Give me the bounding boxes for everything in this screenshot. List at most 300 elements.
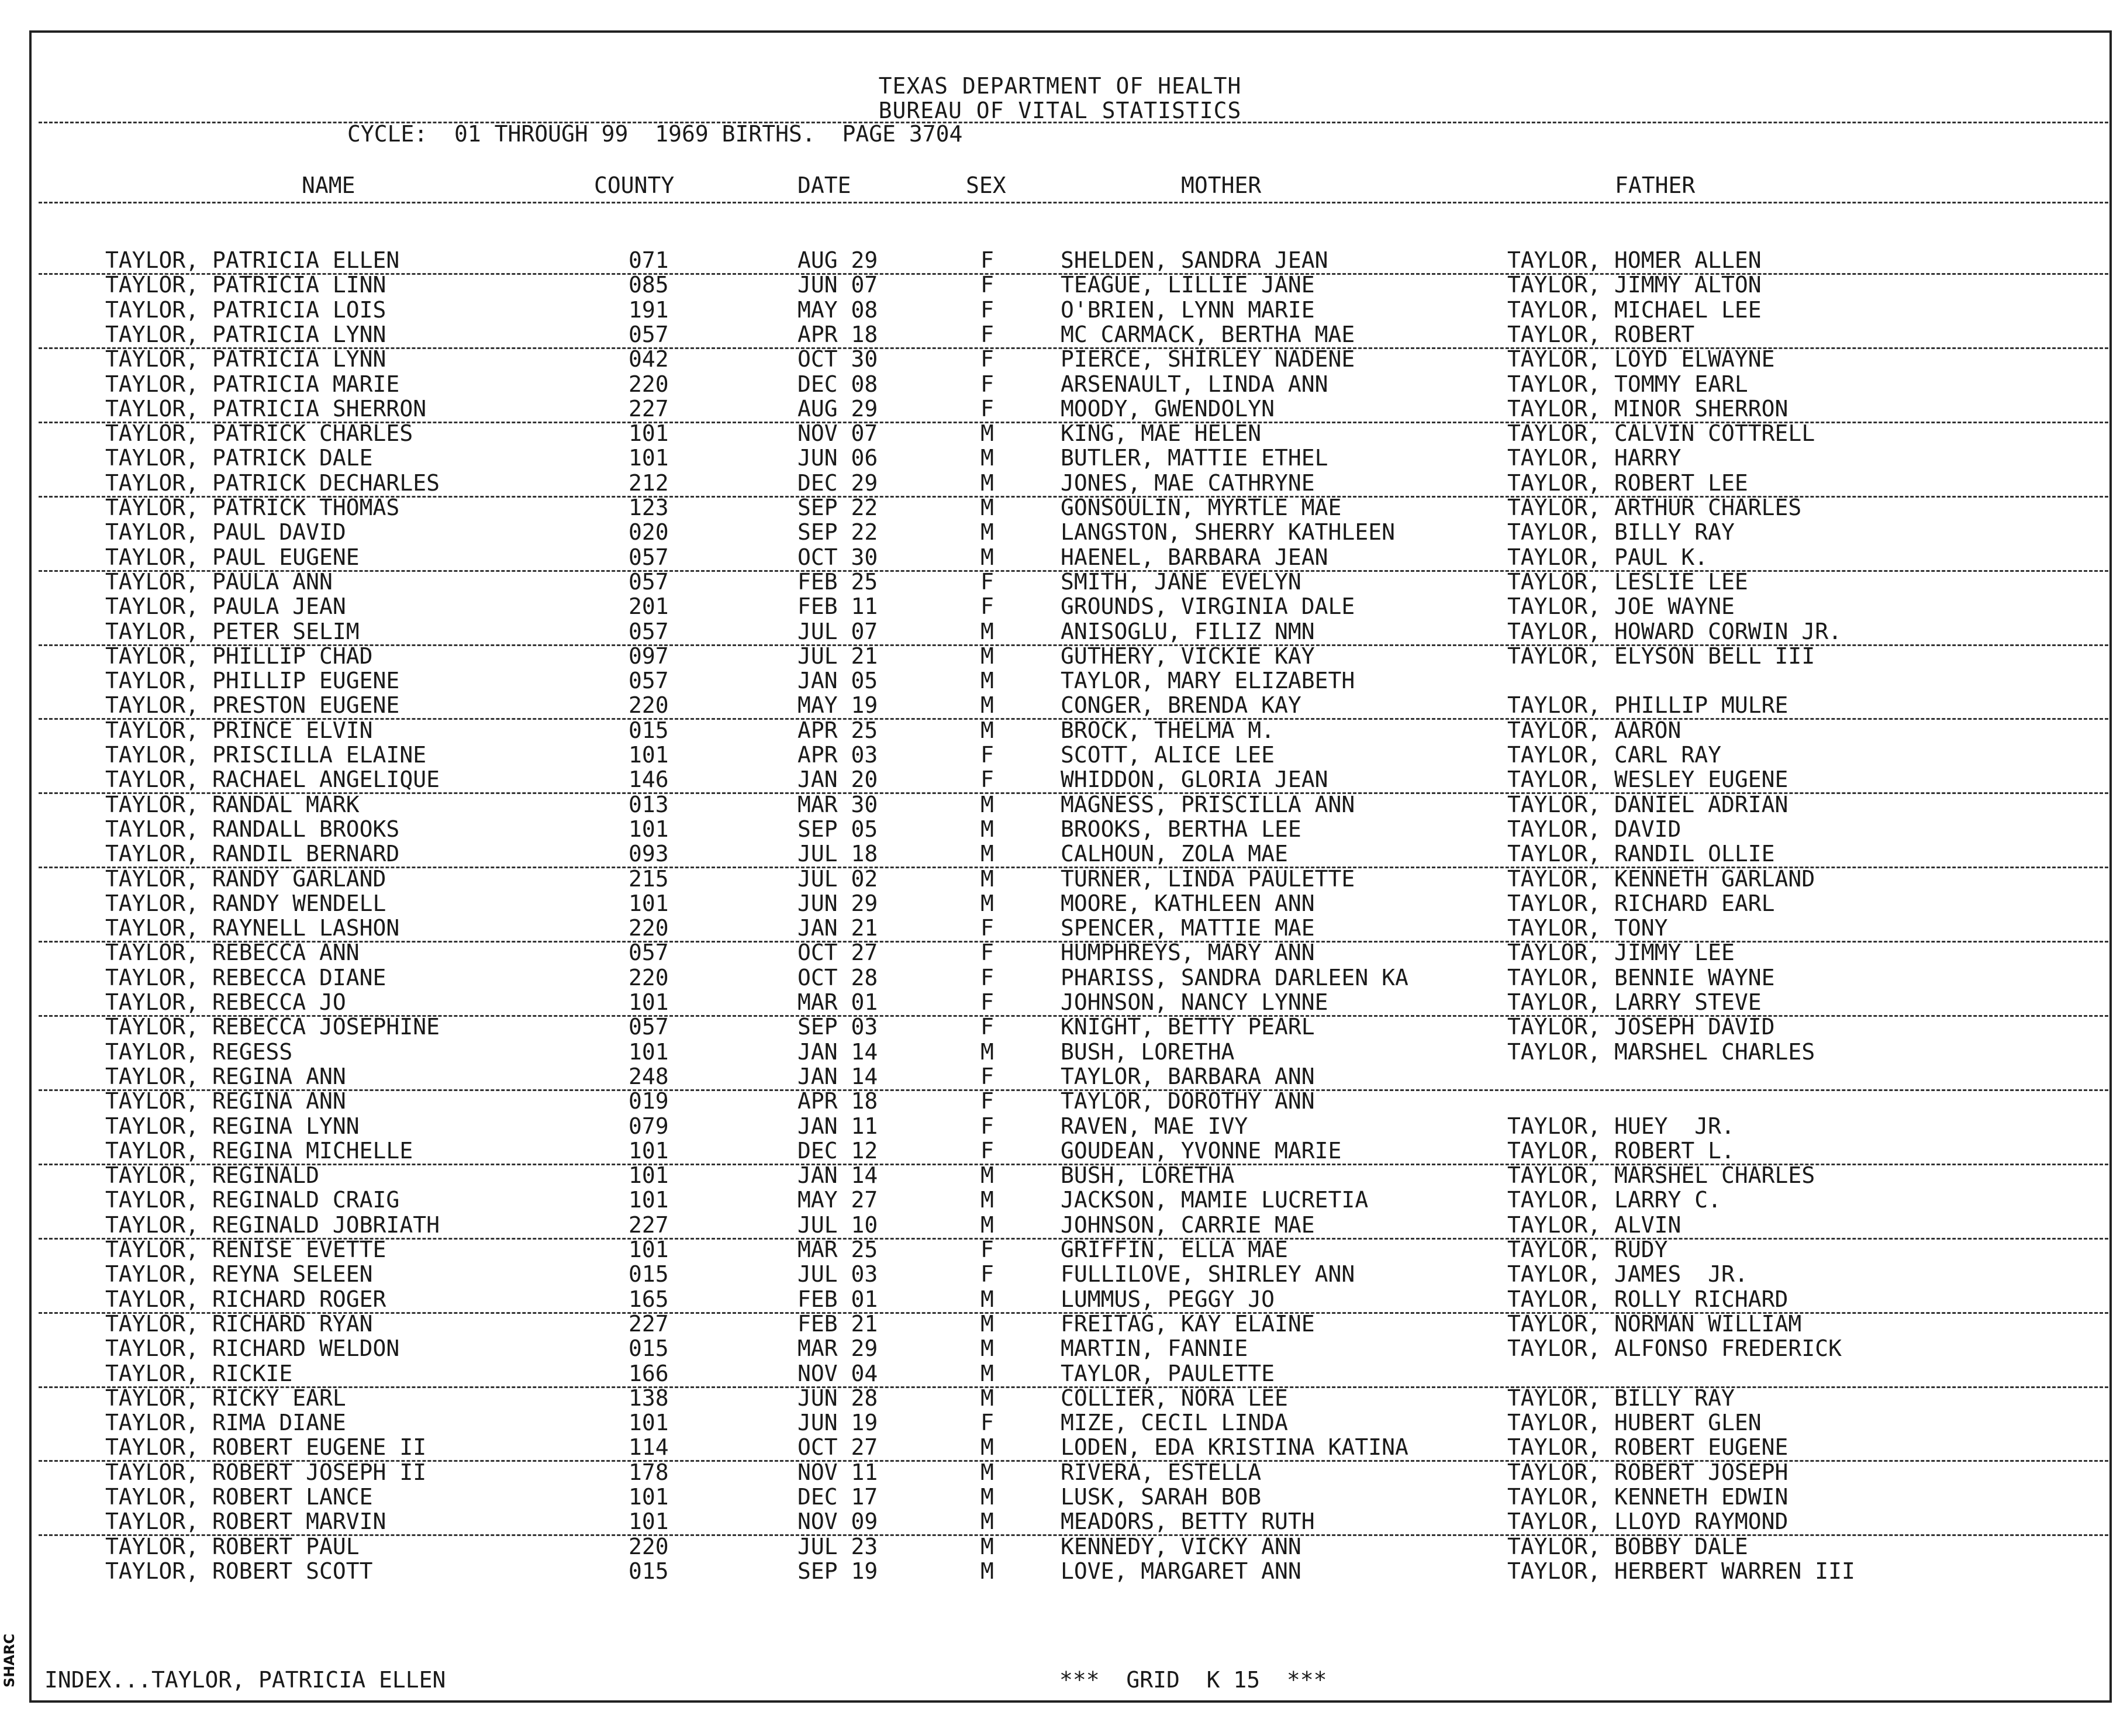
cell-mother: MEADORS, BETTY RUTH bbox=[1061, 1509, 1315, 1535]
cell-county: 227 bbox=[629, 1310, 669, 1337]
col-header-mother: MOTHER bbox=[1181, 172, 1262, 198]
cell-sex: F bbox=[980, 1137, 994, 1164]
cell-sex: M bbox=[980, 1286, 994, 1312]
cell-sex: M bbox=[980, 1038, 994, 1065]
table-row bbox=[0, 965, 2120, 990]
cell-county: 220 bbox=[629, 1533, 669, 1559]
cell-county: 057 bbox=[629, 544, 669, 570]
table-row bbox=[0, 767, 2120, 792]
cell-sex: F bbox=[980, 742, 994, 768]
cell-father: TAYLOR, LARRY STEVE bbox=[1507, 989, 1762, 1015]
side-stamp: SHARC bbox=[1, 1633, 18, 1688]
cell-county: 085 bbox=[629, 272, 669, 298]
cell-county: 057 bbox=[629, 568, 669, 595]
cell-name: TAYLOR, REBECCA JO bbox=[105, 989, 346, 1015]
table-row bbox=[0, 1361, 2120, 1386]
cell-father: TAYLOR, ROBERT JOSEPH bbox=[1507, 1459, 1788, 1485]
table-row bbox=[0, 298, 2120, 322]
cell-mother: FREITAG, KAY ELAINE bbox=[1061, 1310, 1315, 1337]
cell-name: TAYLOR, RANDAL MARK bbox=[105, 791, 360, 817]
cell-county: 101 bbox=[629, 1237, 669, 1262]
cell-county: 101 bbox=[629, 989, 669, 1015]
table-row bbox=[0, 916, 2120, 940]
cycle-line: CYCLE: 01 THROUGH 99 1969 BIRTHS. PAGE 3704 bbox=[347, 121, 963, 147]
cell-father: TAYLOR, TONY bbox=[1507, 915, 1668, 941]
cell-sex: M bbox=[980, 1212, 994, 1238]
table-row bbox=[0, 1213, 2120, 1237]
cell-mother: LANGSTON, SHERRY KATHLEEN bbox=[1061, 519, 1395, 546]
cell-sex: M bbox=[980, 717, 994, 743]
cell-name: TAYLOR, PATRICK CHARLES bbox=[105, 420, 413, 447]
cell-mother: CONGER, BRENDA KAY bbox=[1061, 692, 1301, 719]
cell-date: OCT 28 bbox=[797, 964, 878, 990]
cell-date: NOV 04 bbox=[797, 1360, 878, 1386]
cell-county: 220 bbox=[629, 964, 669, 990]
cell-date: JUN 29 bbox=[797, 890, 878, 916]
cell-name: TAYLOR, PRISCILLA ELAINE bbox=[105, 742, 427, 768]
cell-sex: M bbox=[980, 618, 994, 644]
cell-sex: M bbox=[980, 1360, 994, 1386]
cell-name: TAYLOR, REGINA ANN bbox=[105, 1088, 346, 1114]
table-row bbox=[0, 644, 2120, 668]
cell-county: 220 bbox=[629, 915, 669, 941]
cell-sex: M bbox=[980, 495, 994, 520]
cell-father: TAYLOR, RICHARD EARL bbox=[1507, 890, 1775, 916]
cell-name: TAYLOR, REYNA SELEEN bbox=[105, 1261, 373, 1288]
cell-date: JAN 21 bbox=[797, 915, 878, 941]
cell-date: APR 18 bbox=[797, 1088, 878, 1114]
table-row bbox=[0, 1485, 2120, 1509]
cell-mother: HAENEL, BARBARA JEAN bbox=[1061, 544, 1328, 570]
cell-county: 146 bbox=[629, 767, 669, 793]
cell-sex: F bbox=[980, 568, 994, 595]
cell-mother: GUTHERY, VICKIE KAY bbox=[1061, 643, 1315, 669]
cell-name: TAYLOR, PRESTON EUGENE bbox=[105, 692, 400, 719]
cell-date: JUL 23 bbox=[797, 1533, 878, 1559]
table-row bbox=[0, 396, 2120, 421]
cell-name: TAYLOR, PHILLIP EUGENE bbox=[105, 668, 400, 694]
cell-sex: M bbox=[980, 890, 994, 916]
cell-father: TAYLOR, ROBERT LEE bbox=[1507, 470, 1748, 496]
table-row bbox=[0, 867, 2120, 891]
cell-father: TAYLOR, DAVID bbox=[1507, 816, 1682, 842]
cell-name: TAYLOR, REBECCA ANN bbox=[105, 940, 360, 966]
table-row bbox=[0, 1262, 2120, 1286]
cell-mother: KING, MAE HELEN bbox=[1061, 420, 1262, 447]
table-row bbox=[0, 891, 2120, 916]
cell-date: SEP 03 bbox=[797, 1014, 878, 1040]
table-row bbox=[0, 272, 2120, 297]
col-header-date: DATE bbox=[797, 172, 851, 198]
column-header-rule bbox=[39, 202, 2108, 203]
cell-name: TAYLOR, RANDY WENDELL bbox=[105, 890, 386, 916]
cell-name: TAYLOR, ROBERT EUGENE II bbox=[105, 1434, 427, 1461]
table-row bbox=[0, 322, 2120, 347]
cell-date: DEC 17 bbox=[797, 1484, 878, 1510]
cell-father: TAYLOR, JIMMY ALTON bbox=[1507, 272, 1762, 298]
cell-sex: F bbox=[980, 247, 994, 273]
cell-county: 101 bbox=[629, 445, 669, 471]
cell-name: TAYLOR, PAUL DAVID bbox=[105, 519, 346, 546]
cell-mother: BROCK, THELMA M. bbox=[1061, 717, 1275, 743]
cell-mother: KNIGHT, BETTY PEARL bbox=[1061, 1014, 1315, 1040]
cell-county: 057 bbox=[629, 321, 669, 347]
table-row bbox=[0, 471, 2120, 495]
cell-mother: SPENCER, MATTIE MAE bbox=[1061, 915, 1315, 941]
cell-name: TAYLOR, PAUL EUGENE bbox=[105, 544, 360, 570]
table-row bbox=[0, 495, 2120, 520]
cell-sex: M bbox=[980, 643, 994, 669]
cell-date: MAR 29 bbox=[797, 1335, 878, 1362]
cell-sex: F bbox=[980, 1014, 994, 1040]
cell-sex: F bbox=[980, 1088, 994, 1114]
cell-name: TAYLOR, ROBERT PAUL bbox=[105, 1533, 360, 1559]
cell-father: TAYLOR, ROLLY RICHARD bbox=[1507, 1286, 1788, 1312]
cell-name: TAYLOR, ROBERT LANCE bbox=[105, 1484, 373, 1510]
cell-father: TAYLOR, MICHAEL LEE bbox=[1507, 296, 1762, 323]
cell-sex: M bbox=[980, 1459, 994, 1485]
cell-county: 020 bbox=[629, 519, 669, 546]
table-row bbox=[0, 1435, 2120, 1459]
cell-date: MAR 01 bbox=[797, 989, 878, 1015]
table-row bbox=[0, 570, 2120, 594]
cell-father: TAYLOR, KENNETH EDWIN bbox=[1507, 1484, 1788, 1510]
cell-date: OCT 27 bbox=[797, 1434, 878, 1461]
cell-sex: F bbox=[980, 940, 994, 966]
cell-county: 101 bbox=[629, 1410, 669, 1436]
cell-name: TAYLOR, ROBERT SCOTT bbox=[105, 1558, 373, 1584]
cell-county: 015 bbox=[629, 1335, 669, 1362]
cell-name: TAYLOR, PATRICK DALE bbox=[105, 445, 373, 471]
table-row bbox=[0, 372, 2120, 396]
table-row bbox=[0, 743, 2120, 767]
cell-date: OCT 27 bbox=[797, 940, 878, 966]
cell-mother: ARSENAULT, LINDA ANN bbox=[1061, 371, 1328, 397]
cell-county: 220 bbox=[629, 692, 669, 719]
cell-county: 165 bbox=[629, 1286, 669, 1312]
cell-county: 013 bbox=[629, 791, 669, 817]
cell-mother: TAYLOR, BARBARA ANN bbox=[1061, 1063, 1315, 1089]
index-footer: INDEX...TAYLOR, PATRICIA ELLEN bbox=[44, 1667, 446, 1693]
grid-footer: *** GRID K 15 *** bbox=[1059, 1667, 1327, 1693]
bureau-title: BUREAU OF VITAL STATISTICS bbox=[878, 98, 1242, 123]
cell-sex: F bbox=[980, 296, 994, 323]
cell-father: TAYLOR, HOMER ALLEN bbox=[1507, 247, 1762, 273]
cell-father: TAYLOR, DANIEL ADRIAN bbox=[1507, 791, 1788, 817]
col-header-county: COUNTY bbox=[594, 172, 675, 198]
cell-father: TAYLOR, ROBERT EUGENE bbox=[1507, 1434, 1788, 1461]
cell-name: TAYLOR, PATRICIA MARIE bbox=[105, 371, 400, 397]
cell-father: TAYLOR, HUEY JR. bbox=[1507, 1113, 1735, 1139]
cell-father: TAYLOR, HOWARD CORWIN JR. bbox=[1507, 618, 1842, 644]
cell-sex: M bbox=[980, 791, 994, 817]
cell-sex: M bbox=[980, 544, 994, 570]
table-row bbox=[0, 1534, 2120, 1559]
cell-name: TAYLOR, RICKIE bbox=[105, 1360, 293, 1386]
cell-date: AUG 29 bbox=[797, 247, 878, 273]
cell-father: TAYLOR, HARRY bbox=[1507, 445, 1682, 471]
cell-name: TAYLOR, PAULA JEAN bbox=[105, 593, 346, 620]
cell-father: TAYLOR, ROBERT L. bbox=[1507, 1137, 1735, 1164]
cell-county: 220 bbox=[629, 371, 669, 397]
table-row bbox=[0, 668, 2120, 693]
table-row bbox=[0, 693, 2120, 717]
cell-mother: SMITH, JANE EVELYN bbox=[1061, 568, 1301, 595]
cell-father: TAYLOR, WESLEY EUGENE bbox=[1507, 767, 1788, 793]
cell-sex: M bbox=[980, 445, 994, 471]
cell-father: TAYLOR, BILLY RAY bbox=[1507, 519, 1735, 546]
cell-name: TAYLOR, REGINA LYNN bbox=[105, 1113, 360, 1139]
table-row bbox=[0, 1138, 2120, 1163]
cell-county: 101 bbox=[629, 1137, 669, 1164]
cell-sex: M bbox=[980, 1385, 994, 1411]
cell-name: TAYLOR, ROBERT JOSEPH II bbox=[105, 1459, 427, 1485]
cell-mother: TAYLOR, MARY ELIZABETH bbox=[1061, 668, 1355, 694]
cell-county: 101 bbox=[629, 890, 669, 916]
cell-date: SEP 22 bbox=[797, 519, 878, 546]
table-row bbox=[0, 1336, 2120, 1361]
cell-sex: M bbox=[980, 1335, 994, 1362]
cell-father: TAYLOR, LARRY C. bbox=[1507, 1187, 1722, 1213]
cell-county: 114 bbox=[629, 1434, 669, 1461]
cell-mother: CALHOUN, ZOLA MAE bbox=[1061, 841, 1288, 867]
cell-name: TAYLOR, PRINCE ELVIN bbox=[105, 717, 373, 743]
cell-county: 019 bbox=[629, 1088, 669, 1114]
cell-county: 227 bbox=[629, 395, 669, 422]
cell-sex: F bbox=[980, 272, 994, 298]
cell-date: DEC 08 bbox=[797, 371, 878, 397]
cell-date: JUL 03 bbox=[797, 1261, 878, 1288]
cell-date: JUN 07 bbox=[797, 272, 878, 298]
cell-name: TAYLOR, PATRICIA LOIS bbox=[105, 296, 386, 323]
cell-date: JUL 02 bbox=[797, 865, 878, 892]
cell-mother: BUTLER, MATTIE ETHEL bbox=[1061, 445, 1328, 471]
cell-sex: M bbox=[980, 1162, 994, 1189]
table-row bbox=[0, 520, 2120, 544]
cell-name: TAYLOR, RENISE EVETTE bbox=[105, 1237, 386, 1262]
cell-sex: M bbox=[980, 1310, 994, 1337]
cell-name: TAYLOR, RANDY GARLAND bbox=[105, 865, 386, 892]
table-row bbox=[0, 1509, 2120, 1534]
cell-date: MAY 19 bbox=[797, 692, 878, 719]
cell-father: TAYLOR, MINOR SHERRON bbox=[1507, 395, 1788, 422]
cell-date: JUN 06 bbox=[797, 445, 878, 471]
cell-mother: JACKSON, MAMIE LUCRETIA bbox=[1061, 1187, 1369, 1213]
cell-county: 227 bbox=[629, 1212, 669, 1238]
cell-name: TAYLOR, REGINALD JOBRIATH bbox=[105, 1212, 440, 1238]
cell-father: TAYLOR, JOE WAYNE bbox=[1507, 593, 1735, 620]
cell-father: TAYLOR, KENNETH GARLAND bbox=[1507, 865, 1815, 892]
cell-sex: F bbox=[980, 1113, 994, 1139]
cell-father: TAYLOR, HUBERT GLEN bbox=[1507, 1410, 1762, 1436]
table-row bbox=[0, 1287, 2120, 1312]
cell-father: TAYLOR, TOMMY EARL bbox=[1507, 371, 1748, 397]
cell-county: 101 bbox=[629, 742, 669, 768]
cell-mother: MC CARMACK, BERTHA MAE bbox=[1061, 321, 1355, 347]
cell-sex: F bbox=[980, 964, 994, 990]
cell-father: TAYLOR, CALVIN COTTRELL bbox=[1507, 420, 1815, 447]
cell-name: TAYLOR, PATRICIA LINN bbox=[105, 272, 386, 298]
cell-father: TAYLOR, LESLIE LEE bbox=[1507, 568, 1748, 595]
cell-date: MAY 08 bbox=[797, 296, 878, 323]
table-row bbox=[0, 990, 2120, 1014]
cell-date: OCT 30 bbox=[797, 346, 878, 372]
table-row bbox=[0, 594, 2120, 619]
table-row bbox=[0, 1188, 2120, 1212]
cell-date: MAR 30 bbox=[797, 791, 878, 817]
cell-mother: BROOKS, BERTHA LEE bbox=[1061, 816, 1301, 842]
cell-county: 215 bbox=[629, 865, 669, 892]
cell-date: JUL 21 bbox=[797, 643, 878, 669]
cell-name: TAYLOR, RAYNELL LASHON bbox=[105, 915, 400, 941]
cell-county: 015 bbox=[629, 1558, 669, 1584]
cell-mother: TAYLOR, DOROTHY ANN bbox=[1061, 1088, 1315, 1114]
table-row bbox=[0, 1014, 2120, 1039]
cell-father: TAYLOR, BENNIE WAYNE bbox=[1507, 964, 1775, 990]
cell-name: TAYLOR, PATRICIA LYNN bbox=[105, 321, 386, 347]
cell-date: SEP 22 bbox=[797, 495, 878, 520]
cell-county: 057 bbox=[629, 1014, 669, 1040]
cell-father: TAYLOR, ARTHUR CHARLES bbox=[1507, 495, 1802, 520]
cell-mother: SCOTT, ALICE LEE bbox=[1061, 742, 1275, 768]
cell-county: 057 bbox=[629, 940, 669, 966]
table-row bbox=[0, 446, 2120, 470]
cell-mother: HUMPHREYS, MARY ANN bbox=[1061, 940, 1315, 966]
cell-father: TAYLOR, ELYSON BELL III bbox=[1507, 643, 1815, 669]
table-row bbox=[0, 1559, 2120, 1583]
cell-name: TAYLOR, REGINALD CRAIG bbox=[105, 1187, 400, 1213]
cell-date: JUL 10 bbox=[797, 1212, 878, 1238]
table-row bbox=[0, 718, 2120, 743]
cell-name: TAYLOR, PHILLIP CHAD bbox=[105, 643, 373, 669]
cell-date: FEB 25 bbox=[797, 568, 878, 595]
cell-name: TAYLOR, REGINA MICHELLE bbox=[105, 1137, 413, 1164]
cell-sex: M bbox=[980, 1484, 994, 1510]
table-row bbox=[0, 1064, 2120, 1089]
cell-name: TAYLOR, PETER SELIM bbox=[105, 618, 360, 644]
cell-father: TAYLOR, BILLY RAY bbox=[1507, 1385, 1735, 1411]
cell-name: TAYLOR, RICHARD RYAN bbox=[105, 1310, 373, 1337]
cell-mother: BUSH, LORETHA bbox=[1061, 1162, 1235, 1189]
cell-father: TAYLOR, ALVIN bbox=[1507, 1212, 1682, 1238]
cell-mother: RIVERA, ESTELLA bbox=[1061, 1459, 1262, 1485]
cell-sex: M bbox=[980, 841, 994, 867]
table-row bbox=[0, 1312, 2120, 1336]
cell-name: TAYLOR, PATRICIA ELLEN bbox=[105, 247, 400, 273]
cell-mother: SHELDEN, SANDRA JEAN bbox=[1061, 247, 1328, 273]
cell-date: JUN 28 bbox=[797, 1385, 878, 1411]
cell-mother: BUSH, LORETHA bbox=[1061, 1038, 1235, 1065]
cell-name: TAYLOR, REBECCA DIANE bbox=[105, 964, 386, 990]
cell-mother: MOODY, GWENDOLYN bbox=[1061, 395, 1275, 422]
cell-sex: F bbox=[980, 767, 994, 793]
cell-mother: LODEN, EDA KRISTINA KATINA bbox=[1061, 1434, 1408, 1461]
cell-mother: GROUNDS, VIRGINIA DALE bbox=[1061, 593, 1355, 620]
cell-father: TAYLOR, LLOYD RAYMOND bbox=[1507, 1509, 1788, 1535]
cell-father: TAYLOR, NORMAN WILLIAM bbox=[1507, 1310, 1802, 1337]
cell-father: TAYLOR, PHILLIP MULRE bbox=[1507, 692, 1788, 719]
cell-sex: F bbox=[980, 395, 994, 422]
cell-mother: WHIDDON, GLORIA JEAN bbox=[1061, 767, 1328, 793]
cell-county: 212 bbox=[629, 470, 669, 496]
cell-mother: TEAGUE, LILLIE JANE bbox=[1061, 272, 1315, 298]
cell-date: JAN 14 bbox=[797, 1038, 878, 1065]
cell-county: 101 bbox=[629, 1484, 669, 1510]
cell-mother: O'BRIEN, LYNN MARIE bbox=[1061, 296, 1315, 323]
cell-father: TAYLOR, ROBERT bbox=[1507, 321, 1695, 347]
cell-date: APR 25 bbox=[797, 717, 878, 743]
table-row bbox=[0, 940, 2120, 965]
cell-date: AUG 29 bbox=[797, 395, 878, 422]
cell-date: FEB 11 bbox=[797, 593, 878, 620]
cell-mother: COLLIER, NORA LEE bbox=[1061, 1385, 1288, 1411]
cell-date: APR 03 bbox=[797, 742, 878, 768]
table-row bbox=[0, 1460, 2120, 1485]
cell-sex: M bbox=[980, 1187, 994, 1213]
cell-date: FEB 21 bbox=[797, 1310, 878, 1337]
cell-county: 071 bbox=[629, 247, 669, 273]
cell-county: 057 bbox=[629, 668, 669, 694]
table-row bbox=[0, 1163, 2120, 1188]
table-row bbox=[0, 817, 2120, 841]
table-row bbox=[0, 1386, 2120, 1410]
cell-father: TAYLOR, RANDIL OLLIE bbox=[1507, 841, 1775, 867]
cell-sex: F bbox=[980, 1063, 994, 1089]
cell-date: JUN 19 bbox=[797, 1410, 878, 1436]
cell-date: APR 18 bbox=[797, 321, 878, 347]
cell-date: NOV 11 bbox=[797, 1459, 878, 1485]
table-row bbox=[0, 619, 2120, 644]
cell-sex: M bbox=[980, 668, 994, 694]
cell-mother: KENNEDY, VICKY ANN bbox=[1061, 1533, 1301, 1559]
cell-name: TAYLOR, PATRICK THOMAS bbox=[105, 495, 400, 520]
cell-date: JUL 07 bbox=[797, 618, 878, 644]
cell-date: NOV 07 bbox=[797, 420, 878, 447]
cell-name: TAYLOR, RACHAEL ANGELIQUE bbox=[105, 767, 440, 793]
cell-date: JUL 18 bbox=[797, 841, 878, 867]
cell-mother: JOHNSON, CARRIE MAE bbox=[1061, 1212, 1315, 1238]
cell-county: 123 bbox=[629, 495, 669, 520]
cell-father: TAYLOR, AARON bbox=[1507, 717, 1682, 743]
cell-date: DEC 12 bbox=[797, 1137, 878, 1164]
agency-title: TEXAS DEPARTMENT OF HEALTH bbox=[878, 73, 1242, 99]
cell-name: TAYLOR, RICKY EARL bbox=[105, 1385, 346, 1411]
cell-county: 248 bbox=[629, 1063, 669, 1089]
cell-sex: M bbox=[980, 692, 994, 719]
cell-date: OCT 30 bbox=[797, 544, 878, 570]
cell-sex: M bbox=[980, 816, 994, 842]
cell-sex: M bbox=[980, 420, 994, 447]
cell-mother: MIZE, CECIL LINDA bbox=[1061, 1410, 1288, 1436]
cell-date: FEB 01 bbox=[797, 1286, 878, 1312]
cell-name: TAYLOR, RIMA DIANE bbox=[105, 1410, 346, 1436]
table-row bbox=[0, 545, 2120, 570]
cell-county: 015 bbox=[629, 1261, 669, 1288]
cell-father: TAYLOR, PAUL K. bbox=[1507, 544, 1708, 570]
cell-father: TAYLOR, JOSEPH DAVID bbox=[1507, 1014, 1775, 1040]
cell-date: JAN 05 bbox=[797, 668, 878, 694]
table-row bbox=[0, 421, 2120, 446]
cell-mother: ANISOGLU, FILIZ NMN bbox=[1061, 618, 1315, 644]
table-row bbox=[0, 1237, 2120, 1262]
cell-county: 101 bbox=[629, 420, 669, 447]
cell-mother: PHARISS, SANDRA DARLEEN KA bbox=[1061, 964, 1408, 990]
cell-name: TAYLOR, REGESS bbox=[105, 1038, 293, 1065]
cell-county: 138 bbox=[629, 1385, 669, 1411]
cell-county: 042 bbox=[629, 346, 669, 372]
cell-county: 191 bbox=[629, 296, 669, 323]
cell-name: TAYLOR, REBECCA JOSEPHINE bbox=[105, 1014, 440, 1040]
